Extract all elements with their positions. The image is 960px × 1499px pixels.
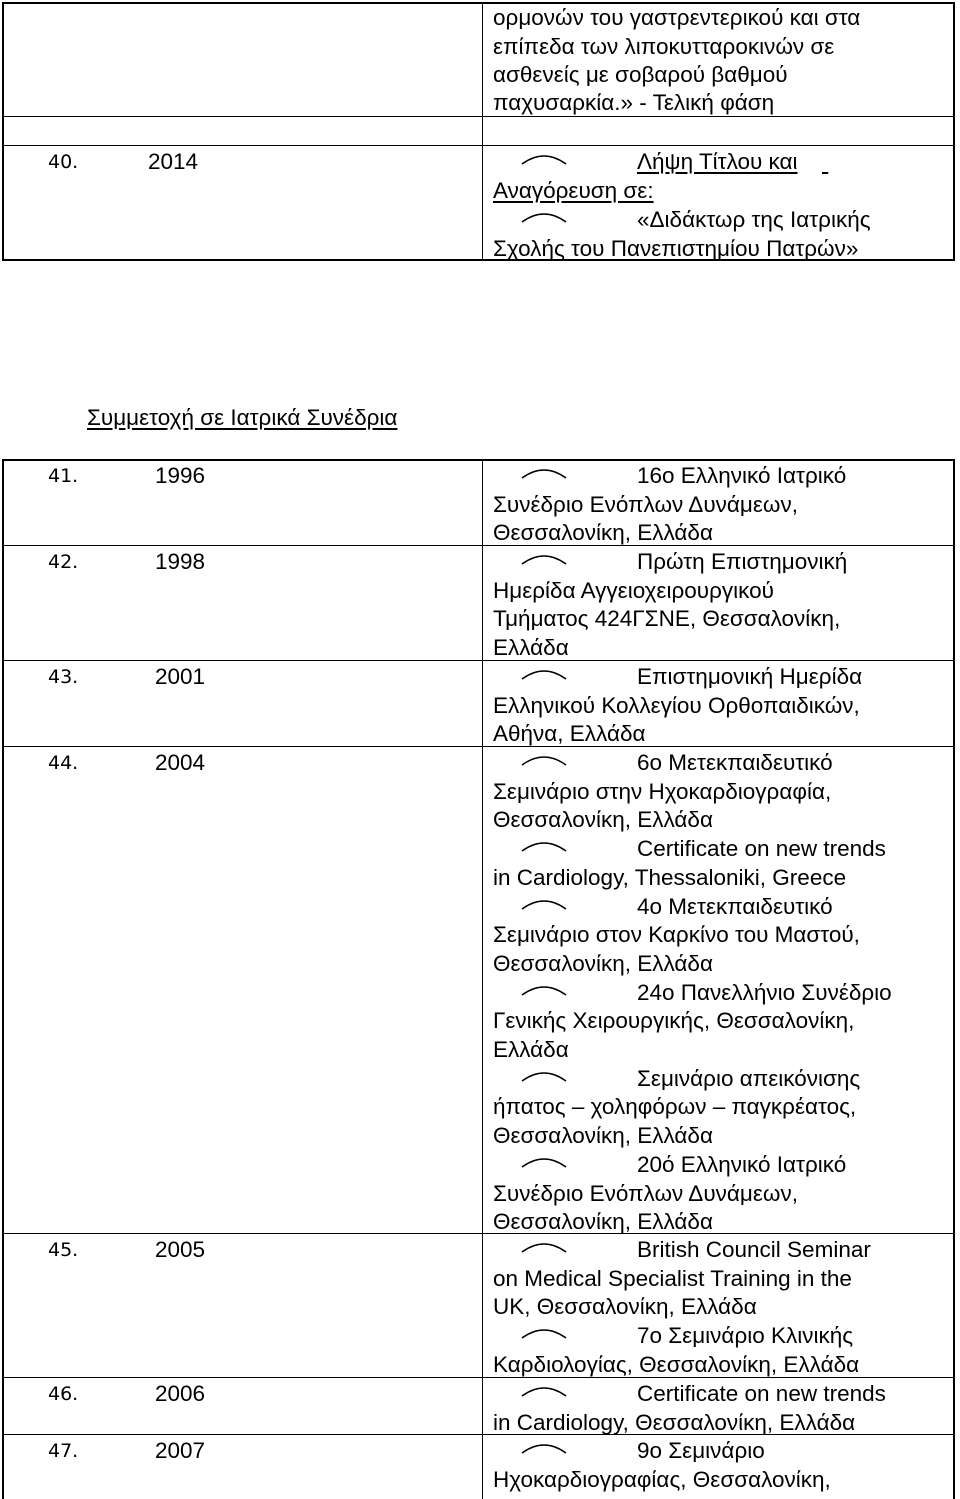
continuation-line: ασθενείς με σοβαρού βαθμού — [493, 62, 788, 87]
entry-line: Ελλάδα — [493, 1037, 569, 1062]
underline-tail — [822, 147, 828, 176]
entry-line: ήπατος – χοληφόρων – παγκρέατος, — [493, 1094, 857, 1120]
arc-bullet-icon — [521, 552, 567, 566]
arc-bullet-icon — [521, 1441, 567, 1455]
row-year: 1996 — [155, 463, 206, 488]
entry-line: Συνέδριο Ενόπλων Δυνάμεων, — [493, 491, 798, 517]
table-row-separator — [2, 1233, 955, 1234]
entry-title: 16ο Ελληνικό Ιατρικό — [637, 463, 847, 488]
entry-title: 6ο Μετεκπαιδευτικό — [637, 750, 833, 775]
entry-line: Θεσσαλονίκη, Ελλάδα — [493, 950, 713, 976]
arc-bullet-icon — [521, 210, 567, 224]
entry-title: 24ο Πανελλήνιο Συνέδριο — [637, 979, 892, 1005]
table-row-separator — [2, 545, 955, 546]
entry-line: Θεσσαλονίκη, Ελλάδα — [493, 520, 713, 546]
row-year: 1998 — [155, 549, 206, 574]
entry-line: Σεμινάριο στον Καρκίνο του Μαστού, — [493, 922, 860, 948]
entry-title: Λήψη Τίτλου και — [637, 149, 798, 174]
arc-bullet-icon — [521, 1326, 567, 1340]
entry-line: Γενικής Χειρουργικής, Θεσσαλονίκη, — [493, 1008, 855, 1034]
arc-bullet-icon — [521, 152, 567, 166]
entry-line: Θεσσαλονίκη, Ελλάδα — [493, 1123, 713, 1149]
entry-title: Επιστημονική Ημερίδα — [637, 664, 863, 689]
row-year: 2007 — [155, 1438, 206, 1463]
entry-title: 20ό Ελληνικό Ιατρικό — [637, 1151, 847, 1177]
row-year: 2004 — [155, 750, 206, 775]
row-number: 41. — [48, 465, 79, 487]
entry-line: Τμήματος 424ΓΣΝΕ, Θεσσαλονίκη, — [493, 606, 841, 632]
row-number: 45. — [48, 1239, 79, 1261]
entry-title: 9ο Σεμινάριο — [637, 1438, 765, 1463]
arc-bullet-icon — [521, 839, 567, 853]
row-number: 47. — [48, 1440, 79, 1462]
row-year: 2005 — [155, 1237, 206, 1262]
arc-bullet-icon — [521, 897, 567, 911]
row-number: 43. — [48, 666, 79, 688]
continuation-line: παχυσαρκία.» - Τελική φάση — [493, 90, 775, 115]
top-table-row-separator — [2, 145, 955, 146]
top-table-row-separator — [2, 116, 955, 117]
entry-line: Θεσσαλονίκη, Ελλάδα — [493, 807, 713, 833]
entry-line: in Cardiology, Thessaloniki, Greece — [493, 864, 847, 890]
entry-title: Πρώτη Επιστημονική — [637, 549, 848, 574]
arc-bullet-icon — [521, 1384, 567, 1398]
entry-line: Καρδιολογίας, Θεσσαλονίκη, Ελλάδα — [493, 1351, 860, 1377]
arc-bullet-icon — [521, 1240, 567, 1254]
arc-bullet-icon — [521, 753, 567, 767]
entry-line: Αθήνα, Ελλάδα — [493, 721, 646, 747]
entry-line: Θεσσαλονίκη, Ελλάδα — [493, 1209, 713, 1235]
arc-bullet-icon — [521, 1155, 567, 1169]
conferences-table-divider — [482, 459, 483, 1499]
entry-line: in Cardiology, Θεσσαλονίκη, Ελλάδα — [493, 1409, 856, 1435]
entry-title: 7ο Σεμινάριο Κλινικής — [637, 1323, 854, 1349]
entry-line: Σεμινάριο στην Ηχοκαρδιογραφία, — [493, 778, 832, 804]
entry-line: UK, Θεσσαλονίκη, Ελλάδα — [493, 1294, 757, 1320]
top-table-divider — [482, 2, 483, 261]
entry-line: on Medical Specialist Training in the — [493, 1265, 852, 1291]
entry-title: 4ο Μετεκπαιδευτικό — [637, 893, 833, 919]
arc-bullet-icon — [521, 667, 567, 681]
section-heading: Συμμετοχή σε Ιατρικά Συνέδρια — [87, 405, 398, 430]
row-year: 2014 — [148, 149, 199, 174]
arc-bullet-icon — [521, 1069, 567, 1083]
continuation-line: ορμονών του γαστρεντερικού και στα — [493, 5, 861, 30]
row-number: 40. — [48, 151, 79, 173]
arc-bullet-icon — [521, 983, 567, 997]
entry-title: Σεμινάριο απεικόνισης — [637, 1065, 861, 1091]
entry-line: Αναγόρευση σε: — [493, 178, 654, 203]
row-year: 2001 — [155, 664, 206, 689]
entry-line: Ελλάδα — [493, 635, 569, 661]
entry-line: «Διδάκτωρ της Ιατρικής — [637, 207, 871, 232]
entry-line: Συνέδριο Ενόπλων Δυνάμεων, — [493, 1180, 798, 1206]
row-number: 44. — [48, 752, 79, 774]
entry-line: Σχολής του Πανεπιστημίου Πατρών» — [493, 236, 859, 261]
table-row-separator — [2, 660, 955, 661]
arc-bullet-icon — [521, 466, 567, 480]
entry-line: Ελληνικού Κολλεγίου Ορθοπαιδικών, — [493, 692, 860, 718]
entry-title: Certificate on new trends — [637, 836, 886, 862]
continuation-line: επίπεδα των λιποκυτταροκινών σε — [493, 34, 835, 59]
entry-line: Ημερίδα Αγγειοχειρουργικού — [493, 577, 774, 603]
row-number: 42. — [48, 551, 79, 573]
table-row-separator — [2, 746, 955, 747]
row-year: 2006 — [155, 1381, 206, 1406]
entry-title: British Council Seminar — [637, 1237, 871, 1262]
entry-line: Ηχοκαρδιογραφίας, Θεσσαλονίκη, — [493, 1466, 831, 1492]
entry-title: Certificate on new trends — [637, 1381, 886, 1406]
row-number: 46. — [48, 1383, 79, 1405]
